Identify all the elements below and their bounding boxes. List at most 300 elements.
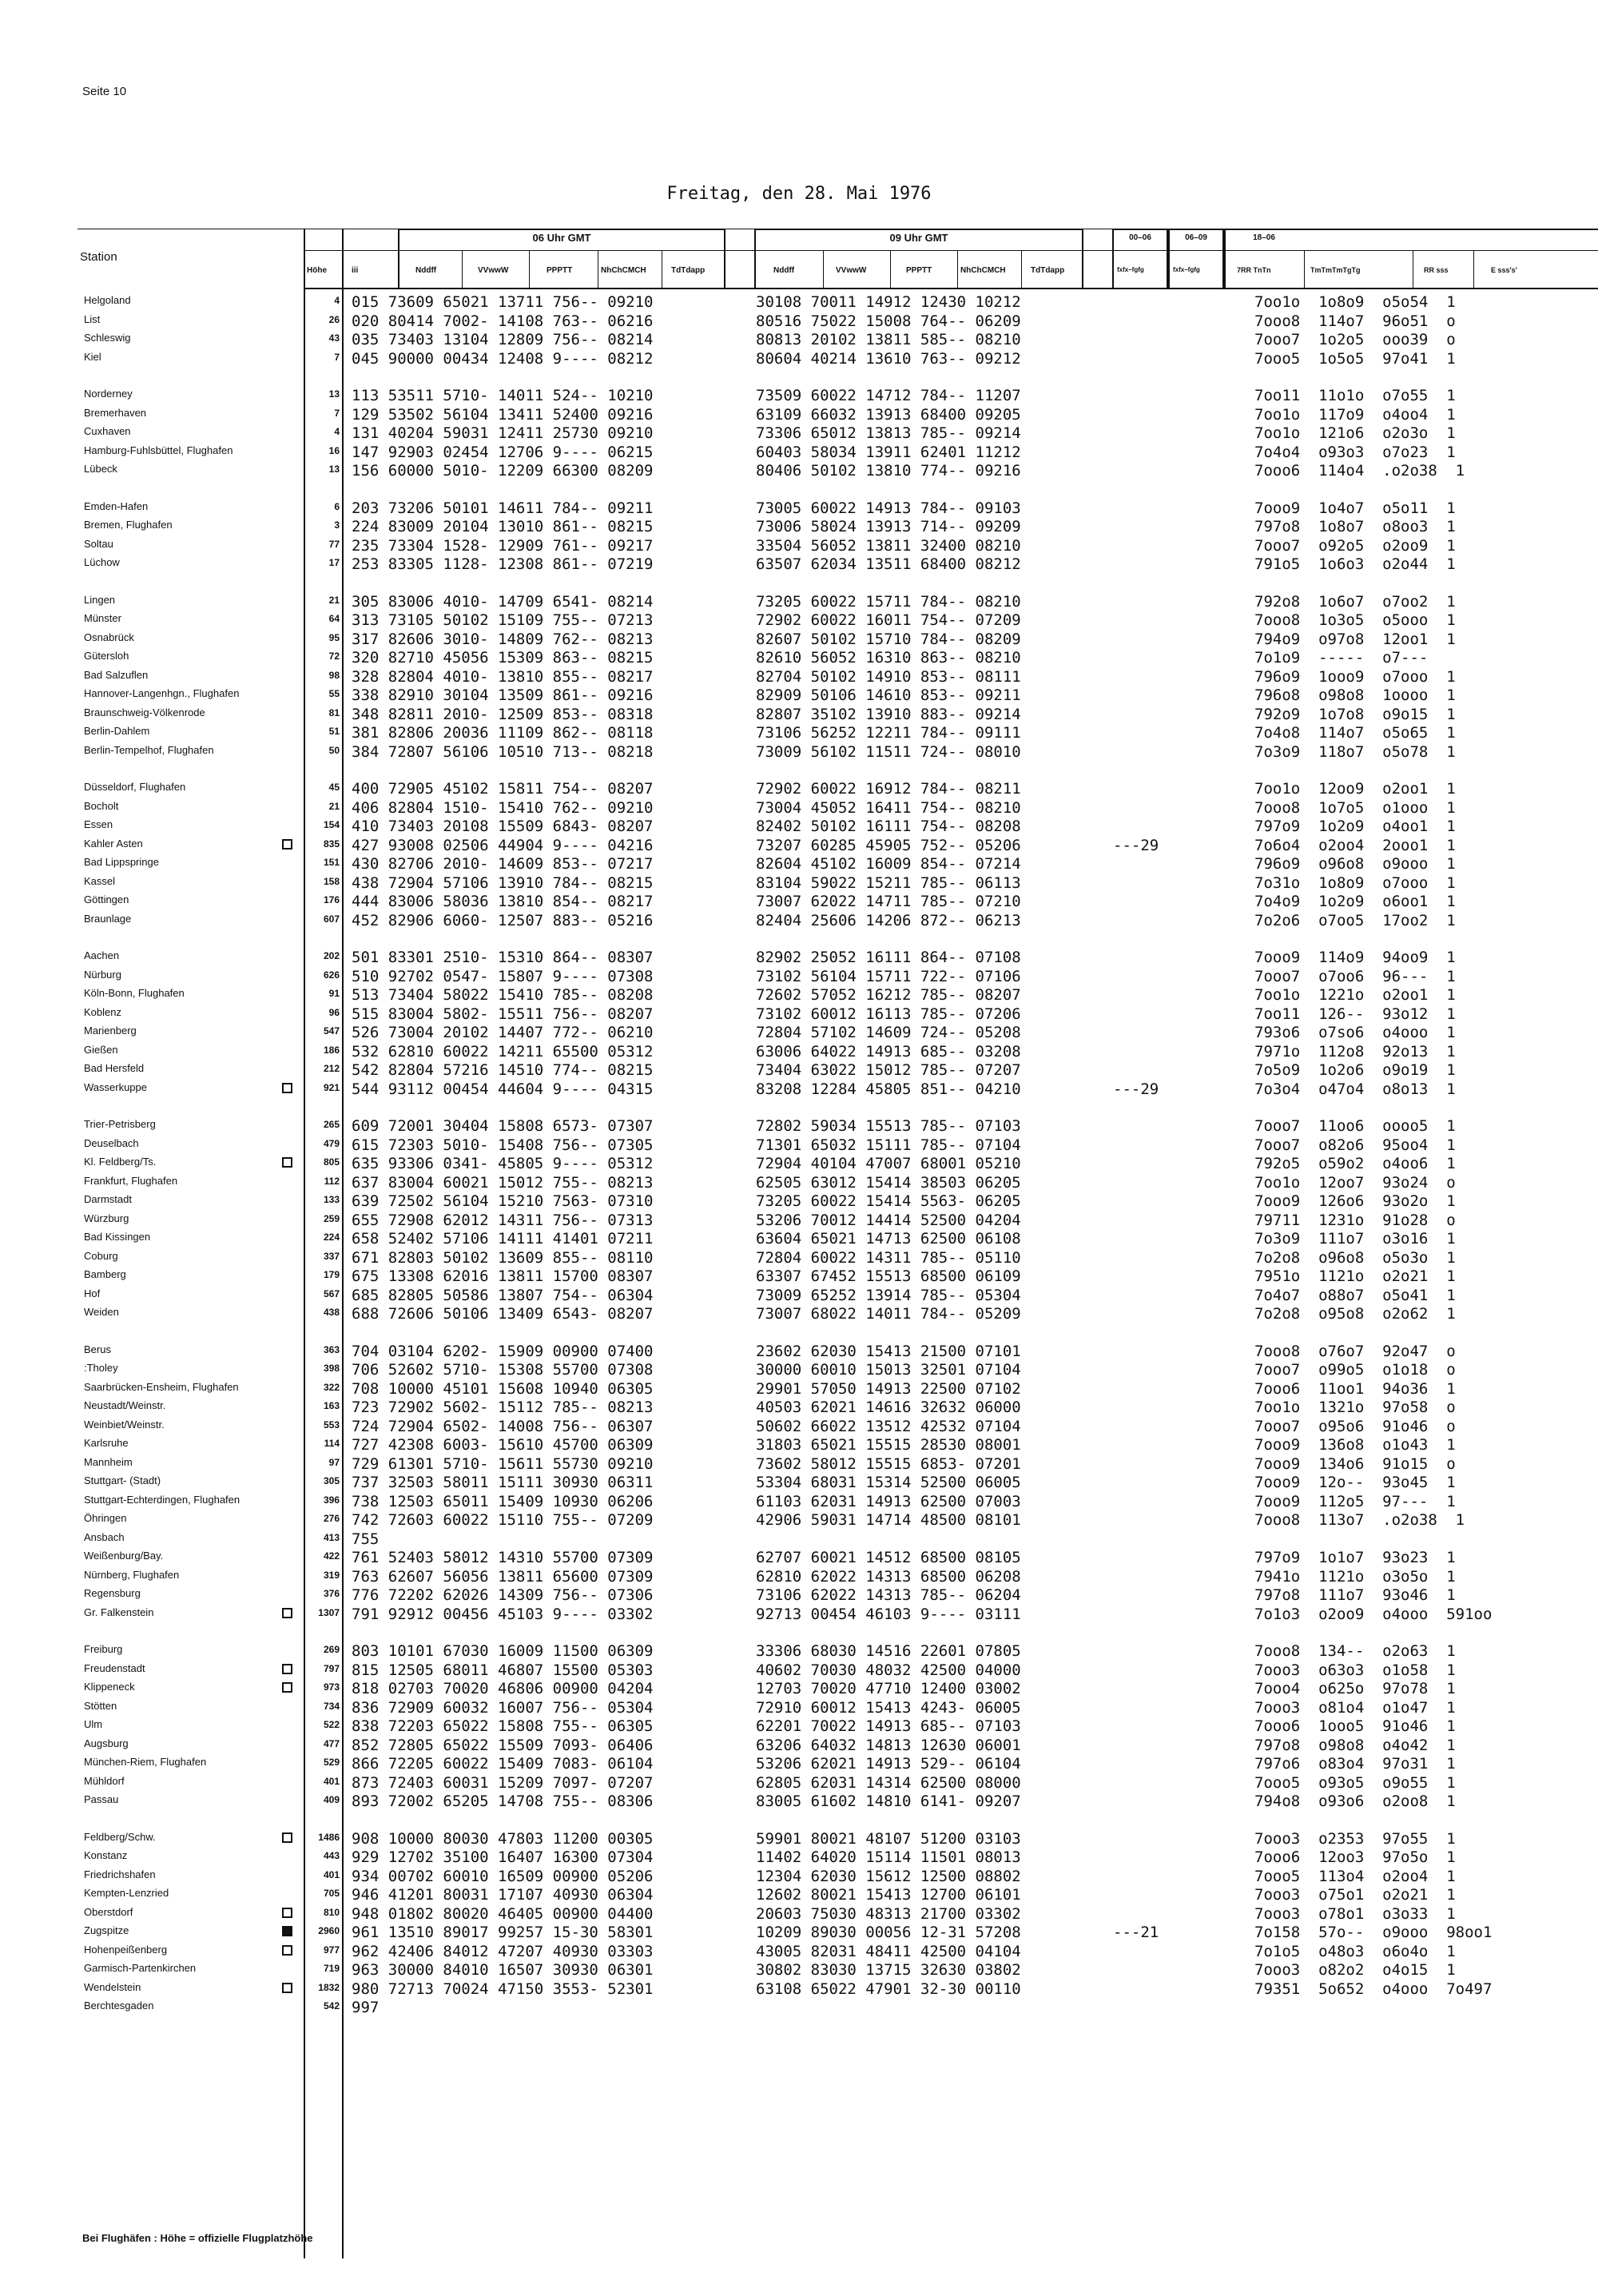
daily-group: 7o3o9 111o7 o3o16 1 xyxy=(1254,1230,1456,1247)
group-heading-09: 09 Uhr GMT xyxy=(889,232,948,244)
station-name: Kempten-Lenzried xyxy=(84,1887,169,1899)
table-row xyxy=(0,1961,1598,1979)
obs-06-group: 671 82803 50102 13609 855-- 08110 xyxy=(352,1248,654,1267)
obs-09-group: 73007 62022 14711 785-- 07210 xyxy=(756,893,1021,910)
table-row xyxy=(0,1061,1598,1079)
obs-09-group: 73602 58012 15515 6853- 07201 xyxy=(756,1454,1021,1473)
daily-group: 7971o 112o8 92o13 1 xyxy=(1254,1042,1456,1060)
obs-06-group: 737 32503 58011 15111 30930 06311 xyxy=(352,1474,654,1491)
station-height: 542 xyxy=(323,2000,340,2011)
obs-09-group: 72902 60022 16011 754-- 07209 xyxy=(756,611,1021,629)
table-row xyxy=(0,1943,1598,1960)
obs-06-group: 706 52602 5710- 15308 55700 07308 xyxy=(352,1361,654,1379)
daily-group: 7o1o5 o48o3 o6o4o 1 xyxy=(1254,1942,1456,1960)
station-height: 13 xyxy=(328,464,340,475)
station-height: 626 xyxy=(323,969,340,981)
group-heading-0609: 06–09 xyxy=(1185,233,1207,242)
station-name: Passau xyxy=(84,1793,119,1805)
obs-06-group: 838 72203 65022 15808 755-- 06305 xyxy=(352,1717,654,1735)
table-row xyxy=(0,1343,1598,1360)
daily-group: 792o5 o59o2 o4oo6 1 xyxy=(1254,1155,1456,1172)
daily-group: 797o8 1o8o7 o8oo3 1 xyxy=(1254,518,1456,535)
station-height: 163 xyxy=(323,1400,340,1411)
station-height: 705 xyxy=(323,1888,340,1899)
daily-group: 7ooo3 o2353 97o55 1 xyxy=(1254,1829,1456,1848)
station-height: 97 xyxy=(328,1456,340,1468)
station-height: 337 xyxy=(323,1250,340,1262)
station-height: 376 xyxy=(323,1588,340,1599)
station-height: 3 xyxy=(334,519,340,531)
obs-06-group: 015 73609 65021 13711 756-- 09210 xyxy=(352,293,654,311)
obs-06-group: 866 72205 60022 15409 7083- 06104 xyxy=(352,1755,654,1773)
obs-06-group: 253 83305 1128- 12308 861-- 07219 xyxy=(352,555,654,573)
obs-09-group: 73006 58024 13913 714-- 09209 xyxy=(756,518,1021,535)
table-row xyxy=(0,986,1598,1004)
gust-group: ---29 xyxy=(1113,1080,1159,1098)
obs-06-group: 235 73304 1528- 12909 761-- 09217 xyxy=(352,536,654,555)
col-heading-fxfx-0006: fxfx–fgfg xyxy=(1117,266,1144,273)
daily-group: 7o5o9 1o2o6 o9o19 1 xyxy=(1254,1061,1456,1079)
table-row xyxy=(0,1249,1598,1267)
daily-group: 7oo1o 1321o 97o58 o xyxy=(1254,1399,1456,1416)
obs-06-group: 129 53502 56104 13411 52400 09216 xyxy=(352,405,654,424)
obs-09-group: 82404 25606 14206 872-- 06213 xyxy=(756,911,1021,929)
obs-06-group: 637 83004 60021 15012 755-- 08213 xyxy=(352,1173,654,1192)
station-name: Gütersloh xyxy=(84,650,129,662)
obs-09-group: 62805 62031 14314 62500 08000 xyxy=(756,1773,1021,1792)
station-height: 72 xyxy=(328,651,340,662)
daily-group: 7o3o4 o47o4 o8o13 1 xyxy=(1254,1080,1456,1098)
station-height: 224 xyxy=(323,1232,340,1243)
obs-09-group: 33306 68030 14516 22601 07805 xyxy=(756,1642,1021,1660)
daily-group: 7o4o9 1o2o9 o6oo1 1 xyxy=(1254,893,1456,910)
daily-group: 7ooo8 1o7o5 o1ooo 1 xyxy=(1254,798,1456,817)
station-name: München-Riem, Flughafen xyxy=(84,1756,207,1768)
daily-group: 797o9 1o1o7 93o23 1 xyxy=(1254,1549,1456,1566)
table-row xyxy=(0,1868,1598,1885)
station-height: 265 xyxy=(323,1119,340,1130)
station-name: Zugspitze xyxy=(84,1924,129,1936)
table-row xyxy=(0,555,1598,573)
station-name: Klippeneck xyxy=(84,1681,135,1693)
table-row xyxy=(0,1043,1598,1060)
obs-09-group: 73205 60022 15711 784-- 08210 xyxy=(756,592,1021,611)
obs-09-group: 63006 64022 14913 685-- 03208 xyxy=(756,1042,1021,1060)
obs-09-group: 80813 20102 13811 585-- 08210 xyxy=(756,331,1021,348)
obs-09-group: 82402 50102 16111 754-- 08208 xyxy=(756,818,1021,835)
daily-group: 7o3o9 118o7 o5o78 1 xyxy=(1254,742,1456,761)
daily-group: 7ooo3 o78o1 o3o33 1 xyxy=(1254,1904,1456,1923)
table-row xyxy=(0,1905,1598,1923)
station-height: 133 xyxy=(323,1194,340,1205)
station-name: Weinbiet/Weinstr. xyxy=(84,1418,165,1431)
table-row xyxy=(0,1436,1598,1454)
col-heading-tdtdapp-09: TdTdapp xyxy=(1031,266,1065,275)
station-name: Norderney xyxy=(84,388,133,400)
daily-group: 797o9 1o2o9 o4oo1 1 xyxy=(1254,818,1456,835)
station-name: Stuttgart-Echterdingen, Flughafen xyxy=(84,1493,240,1506)
table-row xyxy=(0,1606,1598,1623)
daily-group: 7ooo5 o93o5 o9o55 1 xyxy=(1254,1773,1456,1792)
table-row xyxy=(0,1699,1598,1717)
obs-09-group: 73106 56252 12211 784-- 09111 xyxy=(756,724,1021,742)
daily-group: 792o8 1o6o7 o7oo2 1 xyxy=(1254,592,1456,611)
obs-06-group: 948 01802 80020 46405 00900 04400 xyxy=(352,1904,654,1923)
station-name: Köln-Bonn, Flughafen xyxy=(84,987,185,999)
table-row xyxy=(0,1793,1598,1810)
obs-09-group: 63604 65021 14713 62500 06108 xyxy=(756,1230,1021,1247)
obs-06-group: 045 90000 00434 12408 9---- 08212 xyxy=(352,349,654,368)
station-name: Nürnberg, Flughafen xyxy=(84,1568,180,1581)
obs-09-group: 53304 68031 15314 52500 06005 xyxy=(756,1474,1021,1491)
obs-06-group: 908 10000 80030 47803 11200 00305 xyxy=(352,1829,654,1848)
station-height: 154 xyxy=(323,819,340,830)
daily-group: 7941o 1121o o3o5o 1 xyxy=(1254,1567,1456,1586)
table-row xyxy=(0,780,1598,798)
station-name: Düsseldorf, Flughafen xyxy=(84,781,186,793)
station-height: 401 xyxy=(323,1775,340,1787)
station-name: Wasserkuppe xyxy=(84,1080,147,1093)
obs-09-group: 73205 60022 15414 5563- 06205 xyxy=(756,1192,1021,1210)
obs-06-group: 542 82804 57216 14510 774-- 08215 xyxy=(352,1061,654,1079)
station-name: Mühldorf xyxy=(84,1774,125,1787)
station-name: Bad Salzuflen xyxy=(84,668,149,681)
station-name: Lüchow xyxy=(84,556,120,568)
station-height: 276 xyxy=(323,1513,340,1524)
col-heading-vvwww: VVwwW xyxy=(478,266,509,275)
open-square-icon xyxy=(282,1908,292,1918)
daily-group: 796o8 o98o8 1oooo 1 xyxy=(1254,686,1456,704)
obs-09-group: 20603 75030 48313 21700 03302 xyxy=(756,1904,1021,1923)
station-name: :Tholey xyxy=(84,1362,118,1374)
table-row xyxy=(0,1399,1598,1416)
daily-group: 7ooo6 12oo3 97o5o 1 xyxy=(1254,1848,1456,1866)
col-heading-ppptt-09: PPPTT xyxy=(906,266,932,275)
station-height: 95 xyxy=(328,631,340,643)
open-square-icon xyxy=(282,1832,292,1843)
obs-09-group: 10209 89030 00056 12-31 57208 xyxy=(756,1924,1021,1941)
table-row xyxy=(0,611,1598,629)
station-name: Konstanz xyxy=(84,1849,128,1861)
col-heading-iii: iii xyxy=(352,266,359,275)
obs-06-group: 427 93008 02506 44904 9---- 04216 xyxy=(352,836,654,854)
station-name: Augsburg xyxy=(84,1737,129,1749)
obs-09-group: 60403 58034 13911 62401 11212 xyxy=(756,443,1021,461)
daily-group: 7ooo9 114o9 94oo9 1 xyxy=(1254,949,1456,966)
station-name: Helgoland xyxy=(84,294,131,306)
station-height: 319 xyxy=(323,1569,340,1581)
obs-09-group: 92713 00454 46103 9---- 03111 xyxy=(756,1605,1021,1623)
station-name: List xyxy=(84,312,101,325)
station-height: 396 xyxy=(323,1494,340,1506)
daily-group: 7ooo3 o81o4 o1o47 1 xyxy=(1254,1698,1456,1717)
station-height: 547 xyxy=(323,1025,340,1037)
station-height: 151 xyxy=(323,857,340,868)
daily-group: 7oo11 11o1o o7o55 1 xyxy=(1254,387,1456,404)
table-row xyxy=(0,406,1598,424)
table-row xyxy=(0,1192,1598,1210)
obs-06-group: 544 93112 00454 44604 9---- 04315 xyxy=(352,1080,654,1098)
obs-06-group: 381 82806 20036 11109 862-- 08118 xyxy=(352,724,654,742)
obs-09-group: 73102 56104 15711 722-- 07106 xyxy=(756,967,1021,985)
obs-06-group: 384 72807 56106 10510 713-- 08218 xyxy=(352,742,654,761)
daily-group: 7oo1o 117o9 o4oo4 1 xyxy=(1254,405,1456,424)
daily-group: 7o31o 1o8o9 o7ooo 1 xyxy=(1254,873,1456,892)
station-name: Bremerhaven xyxy=(84,406,147,419)
obs-09-group: 12602 80021 15413 12700 06101 xyxy=(756,1886,1021,1904)
gust-group: ---21 xyxy=(1113,1924,1159,1941)
obs-09-group: 82704 50102 14910 853-- 08111 xyxy=(756,667,1021,686)
obs-09-group: 82610 56052 16310 863-- 08210 xyxy=(756,649,1021,667)
station-height: 401 xyxy=(323,1868,340,1880)
obs-09-group: 40503 62021 14616 32632 06000 xyxy=(756,1399,1021,1416)
obs-06-group: 348 82811 2010- 12509 853-- 08318 xyxy=(352,705,654,723)
subcol-rule xyxy=(529,250,530,289)
daily-group: 7o1o9 ----- o7--- xyxy=(1254,649,1429,667)
daily-group: 7ooo5 1o5o5 97o41 1 xyxy=(1254,349,1456,368)
col-heading-nhclcmch: NhChCMCH xyxy=(601,266,646,275)
station-name: Oberstdorf xyxy=(84,1905,133,1918)
obs-06-group: 510 92702 0547- 15807 9---- 07308 xyxy=(352,967,654,985)
obs-06-group: 526 73004 20102 14407 772-- 06210 xyxy=(352,1024,654,1041)
obs-06-group: 708 10000 45101 15608 10940 06305 xyxy=(352,1379,654,1398)
daily-group: 7ooo8 114o7 96o51 o xyxy=(1254,312,1456,330)
daily-group: 7oo1o 12oo7 93o24 o xyxy=(1254,1173,1456,1192)
col-heading-hoehe: Höhe xyxy=(307,266,327,275)
obs-06-group: 406 82804 1510- 15410 762-- 09210 xyxy=(352,798,654,817)
obs-06-group: 675 13308 62016 13811 15700 08307 xyxy=(352,1267,654,1285)
station-height: 179 xyxy=(323,1269,340,1280)
station-height: 21 xyxy=(328,594,340,606)
station-height: 1832 xyxy=(318,1981,340,1993)
obs-06-group: 961 13510 89017 99257 15-30 58301 xyxy=(352,1924,654,1941)
obs-09-group: 12703 70020 47710 12400 03002 xyxy=(756,1680,1021,1697)
station-height: 1486 xyxy=(318,1831,340,1843)
obs-09-group: 73005 60022 14913 784-- 09103 xyxy=(756,499,1021,517)
station-height: 835 xyxy=(323,838,340,850)
open-square-icon xyxy=(282,1083,292,1093)
obs-06-group: 761 52403 58012 14310 55700 07309 xyxy=(352,1549,654,1566)
obs-09-group: 63109 66032 13913 68400 09205 xyxy=(756,405,1021,424)
station-name: Saarbrücken-Ensheim, Flughafen xyxy=(84,1380,239,1393)
obs-06-group: 776 72202 62026 14309 756-- 07306 xyxy=(352,1586,654,1604)
table-row xyxy=(0,312,1598,330)
station-name: Wendelstein xyxy=(84,1980,141,1993)
gust-group: ---29 xyxy=(1113,836,1159,854)
obs-09-group: 62810 62022 14313 68500 06208 xyxy=(756,1567,1021,1586)
daily-group: 79351 5o652 o4ooo 7o497 xyxy=(1254,1980,1493,1998)
station-height: 112 xyxy=(324,1175,340,1187)
station-name: Friedrichshafen xyxy=(84,1868,156,1880)
obs-09-group: 73207 60285 45905 752-- 05206 xyxy=(756,836,1021,854)
station-name: Karlsruhe xyxy=(84,1437,129,1449)
station-height: 26 xyxy=(328,313,340,325)
daily-group: 797o6 o83o4 97o31 1 xyxy=(1254,1755,1456,1773)
table-row xyxy=(0,1380,1598,1398)
obs-06-group: 729 61301 5710- 15611 55730 09210 xyxy=(352,1454,654,1473)
station-height: 21 xyxy=(328,800,340,812)
table-row xyxy=(0,1924,1598,1941)
table-row xyxy=(0,1774,1598,1792)
table-row xyxy=(0,1287,1598,1304)
obs-09-group: 73306 65012 13813 785-- 09214 xyxy=(756,424,1021,442)
station-name: Osnabrück xyxy=(84,631,134,643)
daily-group: 7951o 1121o o2o21 1 xyxy=(1254,1267,1456,1285)
obs-06-group: 320 82710 45056 15309 863-- 08215 xyxy=(352,649,654,667)
station-name: Schleswig xyxy=(84,332,131,344)
obs-09-group: 33504 56052 13811 32400 08210 xyxy=(756,536,1021,555)
table-row xyxy=(0,724,1598,742)
obs-06-group: 658 52402 57106 14111 41401 07211 xyxy=(352,1230,654,1247)
station-name: Gr. Falkenstein xyxy=(84,1606,154,1618)
daily-group: 79711 1231o 91o28 o xyxy=(1254,1211,1456,1229)
table-row xyxy=(0,1493,1598,1510)
footnote: Bei Flughäfen : Höhe = offizielle Flugplatzhöhe xyxy=(82,2232,313,2244)
daily-group: 7ooo6 1ooo5 91o46 1 xyxy=(1254,1717,1456,1735)
station-name: Regensburg xyxy=(84,1587,141,1599)
obs-09-group: 62707 60021 14512 68500 08105 xyxy=(756,1549,1021,1566)
obs-06-group: 313 73105 50102 15109 755-- 07213 xyxy=(352,611,654,629)
table-row xyxy=(0,593,1598,611)
obs-06-group: 513 73404 58022 15410 785-- 08208 xyxy=(352,986,654,1004)
station-name: Essen xyxy=(84,818,113,830)
daily-group: 792o9 1o7o8 o9o15 1 xyxy=(1254,705,1456,723)
daily-group: 7ooo7 o92o5 o2oo9 1 xyxy=(1254,536,1456,555)
obs-06-group: 655 72908 62012 14311 756-- 07313 xyxy=(352,1211,654,1229)
obs-06-group: 818 02703 70020 46806 00900 04204 xyxy=(352,1680,654,1697)
table-row xyxy=(0,874,1598,892)
station-name: Kiel xyxy=(84,350,101,363)
station-name: Bremen, Flughafen xyxy=(84,519,173,531)
table-row xyxy=(0,799,1598,817)
obs-06-group: 147 92903 02454 12706 9---- 06215 xyxy=(352,443,654,461)
obs-06-group: 934 00702 60010 16509 00900 05206 xyxy=(352,1867,654,1885)
station-name: Lingen xyxy=(84,593,116,606)
table-row xyxy=(0,1117,1598,1135)
station-name: Marienberg xyxy=(84,1025,137,1037)
obs-06-group: 742 72603 60022 15110 755-- 07209 xyxy=(352,1511,654,1529)
obs-06-group: 852 72805 65022 15509 7093- 06406 xyxy=(352,1736,654,1754)
obs-09-group: 73102 60012 16113 785-- 07206 xyxy=(756,1005,1021,1023)
station-height: 7 xyxy=(334,351,340,363)
obs-09-group: 59901 80021 48107 51200 03103 xyxy=(756,1829,1021,1848)
obs-06-group: 946 41201 80031 17107 40930 06304 xyxy=(352,1886,654,1904)
subcol-rule xyxy=(462,250,463,289)
station-name: Freudenstadt xyxy=(84,1661,145,1674)
obs-06-group: 438 72904 57106 13910 784-- 08215 xyxy=(352,873,654,892)
col-heading-nhclcmch-09: NhChCMCH xyxy=(960,266,1006,275)
daily-group: 7ooo7 11oo6 oooo5 1 xyxy=(1254,1117,1456,1135)
obs-06-group: 452 82906 6060- 12507 883-- 05216 xyxy=(352,911,654,929)
table-row xyxy=(0,1586,1598,1604)
station-height: 719 xyxy=(323,1963,340,1974)
obs-09-group: 53206 70012 14414 52500 04204 xyxy=(756,1211,1021,1229)
obs-06-group: 873 72403 60031 15209 7097- 07207 xyxy=(352,1773,654,1792)
table-row xyxy=(0,1005,1598,1023)
daily-group: 7ooo3 o63o3 o1o58 1 xyxy=(1254,1661,1456,1679)
obs-06-group: 515 83004 5802- 15511 756-- 08207 xyxy=(352,1005,654,1023)
station-height: 81 xyxy=(328,706,340,718)
station-height: 973 xyxy=(323,1681,340,1693)
obs-06-group: 738 12503 65011 15409 10930 06206 xyxy=(352,1492,654,1510)
daily-group: 7oo1o 121o6 o2o3o 1 xyxy=(1254,424,1456,442)
daily-group: 7oo11 126-- 93o12 1 xyxy=(1254,1005,1456,1023)
obs-06-group: 704 03104 6202- 15909 00900 07400 xyxy=(352,1342,654,1360)
open-square-icon xyxy=(282,1157,292,1168)
station-height: 45 xyxy=(328,782,340,793)
table-row xyxy=(0,743,1598,761)
station-name: Garmisch-Partenkirchen xyxy=(84,1962,197,1974)
station-height: 977 xyxy=(323,1944,340,1956)
daily-group: 7oo1o 1221o o2oo1 1 xyxy=(1254,986,1456,1004)
station-height: 43 xyxy=(328,332,340,344)
obs-09-group: 73004 45052 16411 754-- 08210 xyxy=(756,798,1021,817)
table-row xyxy=(0,668,1598,686)
obs-09-group: 30000 60010 15013 32501 07104 xyxy=(756,1361,1021,1379)
table-row xyxy=(0,1980,1598,1998)
station-name: Hannover-Langenhgn., Flughafen xyxy=(84,687,240,699)
station-height: 17 xyxy=(328,557,340,568)
obs-09-group: 72804 60022 14311 785-- 05110 xyxy=(756,1248,1021,1267)
obs-09-group: 40602 70030 48032 42500 04000 xyxy=(756,1661,1021,1679)
obs-06-group: 755 xyxy=(352,1530,380,1548)
station-height: 202 xyxy=(323,950,340,961)
col-heading-ppptt: PPPTT xyxy=(547,266,573,275)
obs-06-group: 815 12505 68011 46807 15500 05303 xyxy=(352,1661,654,1679)
table-row xyxy=(0,1174,1598,1192)
obs-06-group: 980 72713 70024 47150 3553- 52301 xyxy=(352,1980,654,1998)
obs-06-group: 430 82706 2010- 14609 853-- 07217 xyxy=(352,855,654,873)
daily-group: 791o5 1o6o3 o2o44 1 xyxy=(1254,555,1456,573)
station-name: Berlin-Dahlem xyxy=(84,725,150,737)
obs-09-group: 53206 62021 14913 529-- 06104 xyxy=(756,1755,1021,1773)
obs-06-group: 723 72902 5602- 15112 785-- 08213 xyxy=(352,1399,654,1416)
table-row xyxy=(0,350,1598,368)
obs-06-group: 962 42406 84012 47207 40930 03303 xyxy=(352,1942,654,1960)
station-name: Bad Lippspringe xyxy=(84,856,159,868)
station-height: 734 xyxy=(323,1700,340,1712)
station-name: Frankfurt, Flughafen xyxy=(84,1174,178,1187)
obs-09-group: 63108 65022 47901 32-30 00110 xyxy=(756,1980,1021,1998)
obs-09-group: 31803 65021 15515 28530 08001 xyxy=(756,1436,1021,1454)
station-name: Bad Hersfeld xyxy=(84,1062,145,1074)
table-row xyxy=(0,1080,1598,1098)
subcol-rule xyxy=(1021,250,1022,289)
daily-group: 7o2o8 o96o8 o5o3o 1 xyxy=(1254,1248,1456,1267)
open-square-icon xyxy=(282,1682,292,1693)
obs-09-group: 72804 57102 14609 724-- 05208 xyxy=(756,1024,1021,1041)
date-title: Freitag, den 28. Mai 1976 xyxy=(666,184,932,204)
open-square-icon xyxy=(282,1608,292,1618)
obs-06-group: 724 72904 6502- 14008 756-- 06307 xyxy=(352,1417,654,1435)
station-name: Ulm xyxy=(84,1718,103,1730)
obs-09-group: 30108 70011 14912 12430 10212 xyxy=(756,293,1021,311)
obs-06-group: 410 73403 20108 15509 6843- 08207 xyxy=(352,818,654,835)
station-height: 212 xyxy=(323,1063,340,1074)
station-height: 921 xyxy=(323,1081,340,1093)
station-name: Mannheim xyxy=(84,1455,133,1468)
obs-06-group: 688 72606 50106 13409 6543- 08207 xyxy=(352,1305,654,1323)
subcol-rule xyxy=(957,250,958,289)
station-name: Öhringen xyxy=(84,1512,127,1524)
obs-06-group: 803 10101 67030 16009 11500 06309 xyxy=(352,1642,654,1660)
station-header: Station xyxy=(80,250,117,264)
open-square-icon xyxy=(282,1945,292,1956)
station-height: 1307 xyxy=(318,1606,340,1618)
group-heading-06: 06 Uhr GMT xyxy=(532,232,591,244)
daily-group: 7ooo7 o7oo6 96--- 1 xyxy=(1254,967,1456,985)
station-height: 810 xyxy=(323,1906,340,1918)
